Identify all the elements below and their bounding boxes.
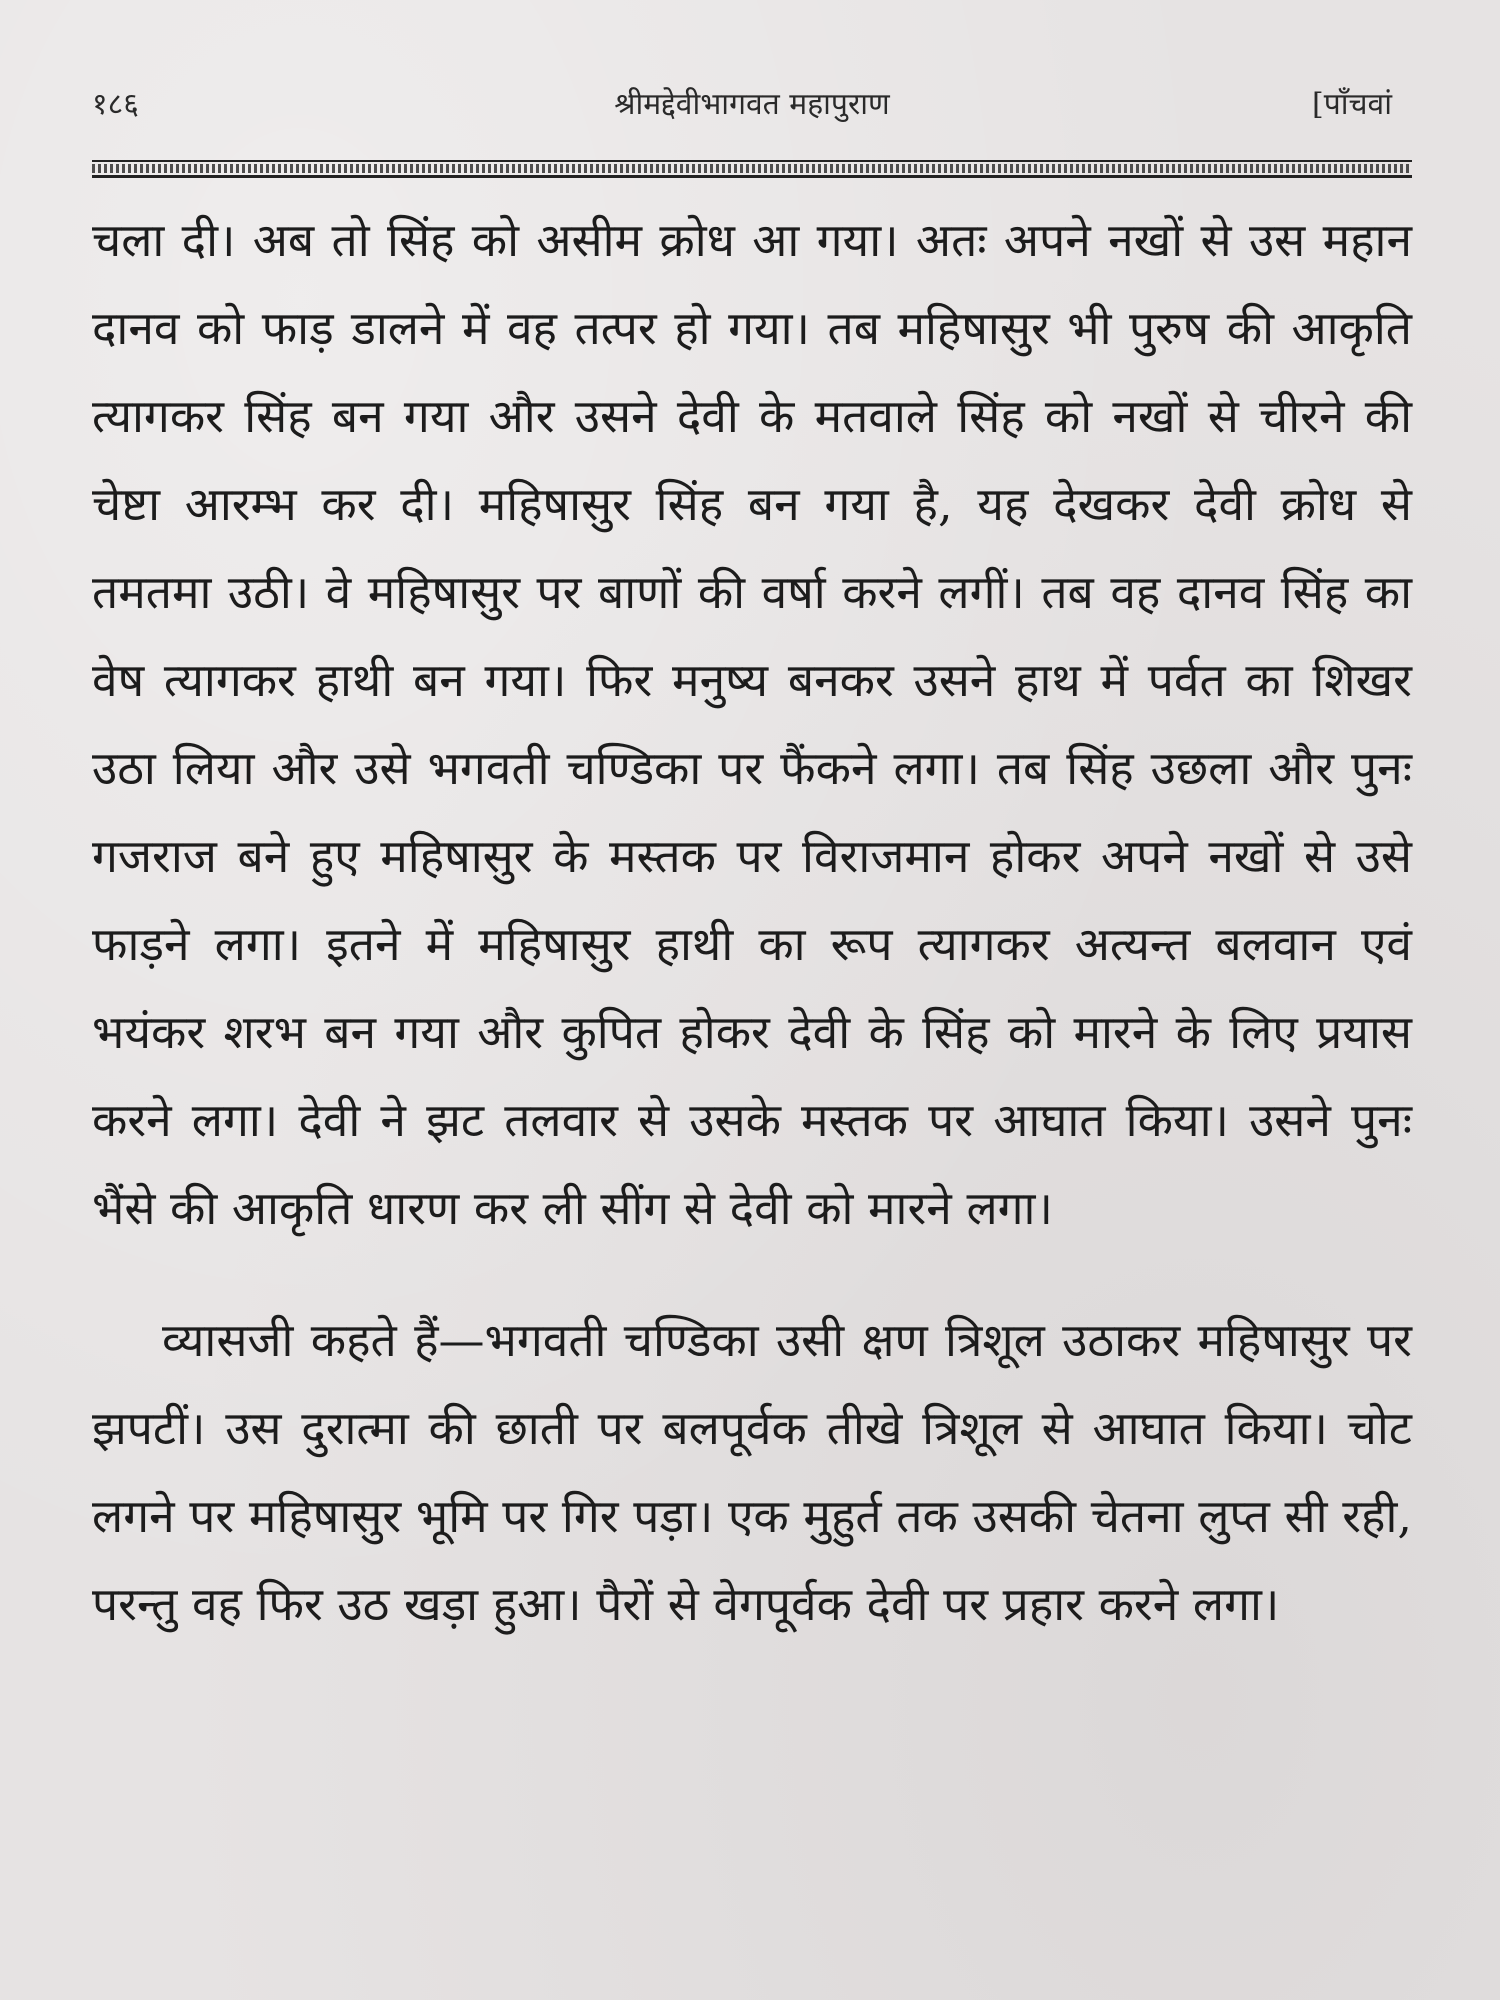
rule-pattern	[92, 164, 1412, 173]
book-title: श्रीमद्देवीभागवत महापुराण	[614, 87, 890, 122]
body-text	[92, 196, 1412, 1648]
rule-bottom-line	[92, 175, 1412, 178]
page-number: १८६	[92, 87, 139, 122]
paragraph-1: चला दी। अब तो सिंह को असीम क्रोध आ गया। अतः अपने नखों से उस महान दानव को फाड़ डालने में वह तत्पर हो गया। तब महिषासुर भी पुरुष की आकृति त्यागकर सिंह बन गया और उसने देवी के मतवाले सिंह को नखों से चीरने की चेष्टा आरम्भ कर दी। महिषासुर सिंह बन गया है, यह देखकर देवी क्रोध से तमतमा उठी। वे महिषासुर पर बाणों की वर्षा करने लगीं। तब वह दानव सिंह का वेष त्यागकर हाथी बन गया। फिर मनुष्य बनकर उसने हाथ में पर्वत का शिखर उठा लिया और उसे भगवती चण्डिका पर फैंकने लगा। तब सिंह उछला और पुनः गजराज बने हुए महिषासुर के मस्तक पर विराजमान होकर अपने नखों से उसे फाड़ने लगा। इतने में महिषासुर हाथी का रूप त्यागकर अत्यन्त बलवान एवं भयंकर शरभ बन गया और कुपित होकर देवी के सिंह को मारने के लिए प्रयास करने लगा। देवी ने झट तलवार से उसके मस्तक पर आघात किया। उसने पुनः भैंसे की आकृति धारण कर ली सींग से देवी को मारने लगा।	[92, 213, 1412, 1235]
rule-top-line	[92, 160, 1412, 162]
decorative-header-rule	[92, 160, 1412, 178]
chapter-tag: [पाँचवां	[1311, 87, 1392, 122]
page-header	[92, 78, 1412, 128]
paragraph-2: व्यासजी कहते हैं—भगवती चण्डिका उसी क्षण त्रिशूल उठाकर महिषासुर पर झपटीं। उस दुरात्मा की छाती पर बलपूर्वक तीखे त्रिशूल से आघात किया। चोट लगने पर महिषासुर भूमि पर गिर पड़ा। एक मुहुर्त तक उसकी चेतना लुप्त सी रही, परन्तु वह फिर उठ खड़ा हुआ। पैरों से वेगपूर्वक देवी पर प्रहार करने लगा।	[92, 1313, 1412, 1631]
